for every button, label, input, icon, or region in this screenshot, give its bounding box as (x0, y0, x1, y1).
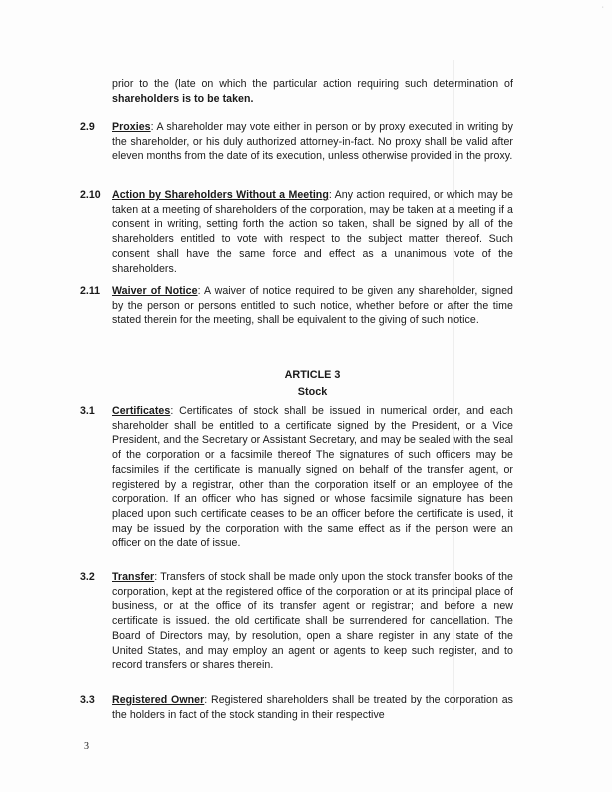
section-3-1-heading: Certificates (112, 405, 171, 417)
section-number-2-9: 2.9 (80, 121, 95, 133)
section-3-3-paragraph (112, 693, 513, 722)
section-2-9-body: : A shareholder may vote either in person or by proxy executed in writing by the shareholder, or his duly authorized attorney-in-fact. No proxy shall be valid after eleven months from the date of its execution, unless otherwise provided in the proxy. (112, 121, 513, 163)
section-2-11-heading: Waiver of Notice (112, 285, 198, 297)
section-2-10-body: : Any action required, or which may be taken at a meeting of shareholders of the corporation, may be taken at a meeting if a consent in writing, setting forth the action so taken, shall be signed by all of the shareholders entitled to vote with respect to the subject matter thereof. Such consent shall have the same force and effect as a unanimous vote of the shareholders. (112, 189, 513, 275)
section-3-1-paragraph (112, 404, 513, 551)
section-number-3-2: 3.2 (80, 571, 95, 583)
section-2-11-paragraph (112, 284, 513, 328)
section-number-2-11: 2.11 (80, 285, 101, 297)
scan-corner-mark: · (601, 4, 604, 11)
page-number: 3 (84, 741, 89, 752)
section-number-2-10: 2.10 (80, 189, 101, 201)
section-3-2-body: : Transfers of stock shall be made only upon the stock transfer books of the corporation, kept at the registered office of the corporation or at its principal place of business, or at the office of its transfer agent or registrar; and before a new certificate is issued. the old certificate shall be surrendered for cancellation. The Board of Directors may, by resolution, open a share register in any state of the United States, and may employ an agent or agents to keep such register, and to record transfers or shares therein. (112, 571, 513, 672)
section-2-9-heading: Proxies (112, 121, 151, 133)
article-label: ARTICLE 3 (284, 369, 341, 381)
continuation-bold-text: shareholders is to be taken. (112, 92, 254, 105)
section-2-10-paragraph (112, 188, 513, 276)
section-2-10-heading: Action by Shareholders Without a Meeting (112, 189, 329, 201)
section-3-3-heading: Registered Owner (112, 694, 205, 706)
continuation-text: prior to the (late on which the particular action requiring such determination of (112, 78, 513, 90)
continuation-paragraph (112, 77, 513, 106)
section-3-2-paragraph (112, 570, 513, 673)
section-number-3-1: 3.1 (80, 405, 95, 417)
article-title: Stock (297, 386, 328, 398)
section-2-9-paragraph (112, 120, 513, 164)
section-3-3-body: : Registered shareholders shall be treated by the corporation as the holders in fact of the stock standing in their respective (112, 694, 514, 721)
section-number-3-3: 3.3 (80, 694, 95, 706)
section-2-11-body: : A waiver of notice required to be given any shareholder, signed by the person or persons entitled to such notice, whether before or after the time stated therein for the meeting, shall be equivalent to the giving of such notice. (112, 285, 513, 327)
section-3-2-heading: Transfer (112, 571, 155, 583)
section-3-1-body: : Certificates of stock shall be issued in numerical order, and each shareholder shall be entitled to a certificate signed by the President, or a Vice President, and the Secretary or Assistant Secretary, and may be sealed with the seal of the corporation or a facsimile thereof The signatures of such officers may be facsimiles if the certificate is manually signed on behalf of the transfer agent, or registered by a registrar, other than the corporation itself or an employee of the corporation. If an officer who has signed or whose facsimile signature has been placed upon such certificate ceases to be an officer before the certificate is used, it may be issued by the corporation with the same effect as if the person were an officer on the date of issue. (112, 405, 513, 550)
